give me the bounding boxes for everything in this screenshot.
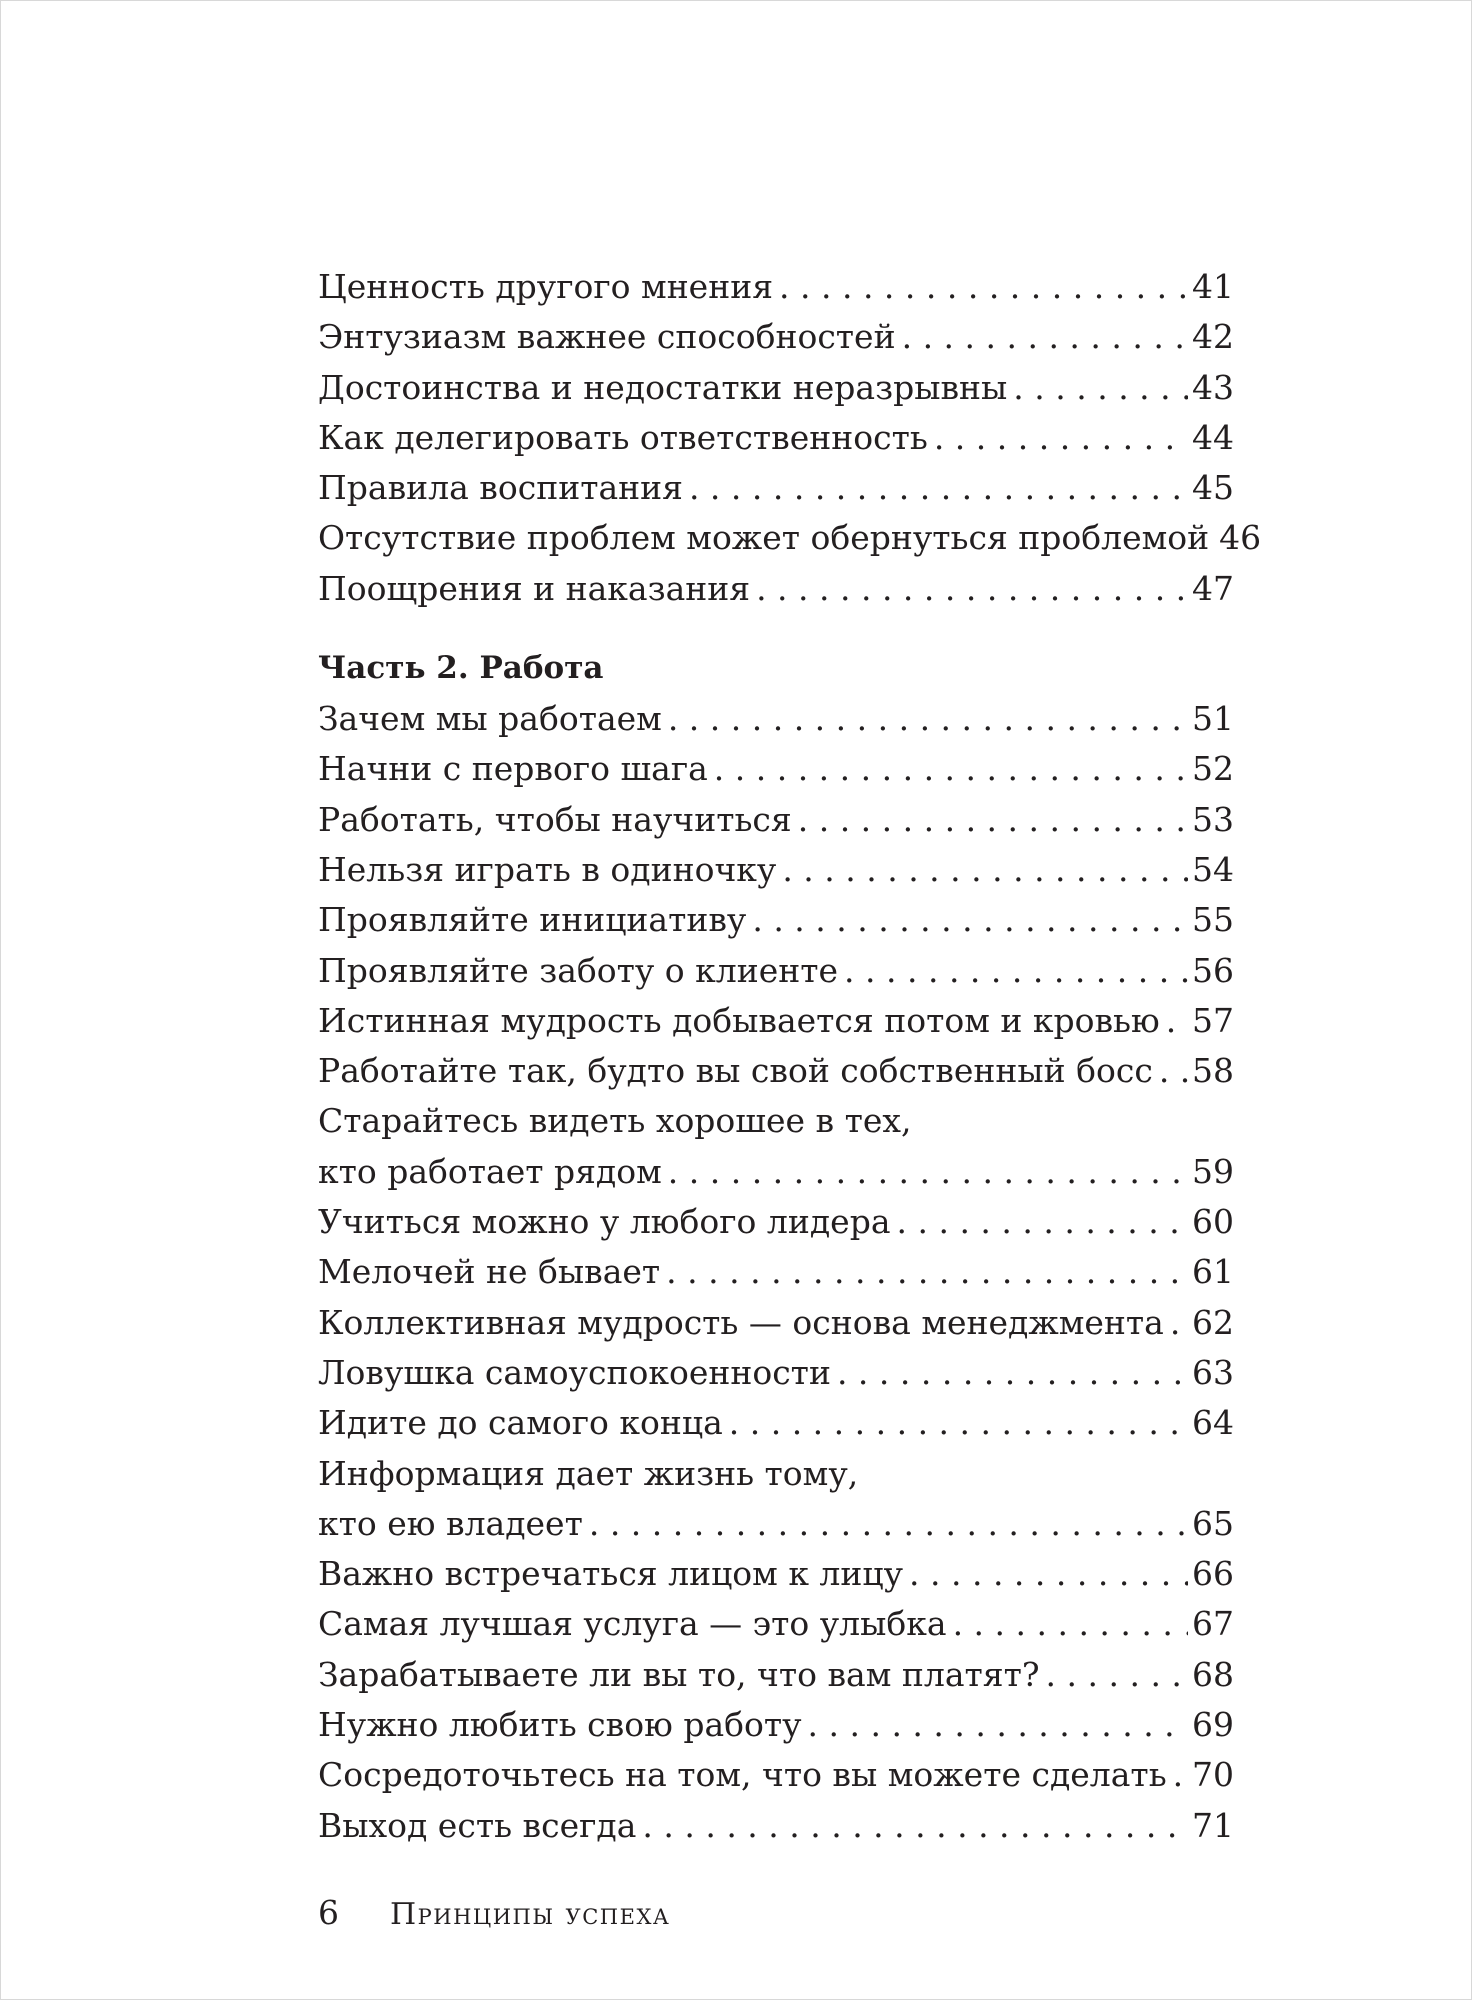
- toc-entry-page: 58: [1192, 1051, 1234, 1091]
- toc-entry-page: 66: [1192, 1554, 1234, 1594]
- toc-entry-page: 54: [1192, 849, 1234, 889]
- toc-entry-page: 55: [1192, 900, 1234, 940]
- dot-leader: [1170, 1298, 1188, 1348]
- toc-entry-page: 70: [1192, 1755, 1234, 1795]
- toc-entry-page: 46: [1219, 518, 1262, 558]
- toc-entry: [318, 694, 1234, 744]
- toc-entry: [318, 1801, 1234, 1851]
- toc-entry-title: Проявляйте заботу о клиенте: [318, 950, 839, 990]
- toc-entry: [318, 262, 1234, 312]
- toc-entry: [318, 413, 1234, 463]
- dot-leader: [808, 1700, 1188, 1750]
- toc-entry-title-wrapped: Информация дает жизнь тому,: [318, 1453, 859, 1493]
- toc-entry: [318, 1499, 1234, 1549]
- toc-entry: [318, 946, 1234, 996]
- toc-entry-page: 60: [1192, 1202, 1234, 1242]
- toc-entry: [318, 895, 1234, 945]
- dot-leader: [756, 564, 1188, 614]
- dot-leader: [642, 1801, 1188, 1851]
- toc-entry: [318, 1147, 1234, 1197]
- dot-leader: [779, 262, 1188, 312]
- toc-entry-title: Мелочей не бывает: [318, 1252, 661, 1292]
- toc-entry-title: Правила воспитания: [318, 468, 683, 508]
- page-number: 6: [318, 1893, 339, 1932]
- toc-entry-page: 57: [1192, 1000, 1234, 1040]
- toc-entry-title: Коллективная мудрость — основа менеджмента: [318, 1302, 1164, 1342]
- dot-leader: [668, 1147, 1188, 1197]
- toc-entry: [318, 1046, 1234, 1096]
- toc-entry-title: Энтузиазм важнее способностей: [318, 317, 896, 357]
- toc-entry-page: 42: [1192, 317, 1234, 357]
- toc-entry-title: кто работает рядом: [318, 1151, 662, 1191]
- toc-entry-title: Ловушка самоуспокоенности: [318, 1352, 831, 1392]
- toc-entry-title-line1: [318, 1449, 1234, 1499]
- toc-entry-title: кто ею владеет: [318, 1503, 583, 1543]
- toc-entry-title: Проявляйте инициативу: [318, 900, 747, 940]
- toc-entry-title: Важно встречаться лицом к лицу: [318, 1554, 904, 1594]
- toc-entry: [318, 1247, 1234, 1297]
- toc-entry-title: Учиться можно у любого лидера: [318, 1202, 891, 1242]
- toc-entry-title: Как делегировать ответственность: [318, 417, 928, 457]
- dot-leader: [953, 1599, 1188, 1649]
- toc-entry-page: 53: [1192, 799, 1234, 839]
- toc-entry: [318, 513, 1262, 563]
- toc-entry-page: 68: [1192, 1654, 1234, 1694]
- dot-leader: [837, 1348, 1188, 1398]
- dot-leader: [1046, 1650, 1188, 1700]
- toc-entry-title-line1: [318, 1096, 1234, 1146]
- dot-leader: [1159, 1046, 1188, 1096]
- toc-entry: [318, 463, 1234, 513]
- toc-entry-title: Ценность другого мнения: [318, 267, 774, 306]
- toc-entry-title: Начни с первого шага: [318, 749, 708, 789]
- dot-leader: [909, 1549, 1188, 1599]
- page-footer: [318, 1893, 670, 1935]
- toc-entry-title: Сосредоточьтесь на том, что вы можете сделать: [318, 1755, 1167, 1795]
- toc-entry-title-wrapped: Старайтесь видеть хорошее в тех,: [318, 1101, 912, 1141]
- toc-entry: [318, 1348, 1234, 1398]
- table-of-contents: [318, 262, 1262, 1851]
- toc-entry-page: 61: [1192, 1252, 1234, 1292]
- toc-entry: [318, 363, 1234, 413]
- toc-entry-page: 52: [1192, 749, 1234, 789]
- dot-leader: [589, 1499, 1188, 1549]
- toc-entry-page: 62: [1192, 1302, 1234, 1342]
- dot-leader: [897, 1197, 1188, 1247]
- toc-entry-page: 69: [1192, 1705, 1234, 1745]
- dot-leader: [689, 463, 1188, 513]
- dot-leader: [729, 1398, 1188, 1448]
- toc-entry: [318, 1750, 1234, 1800]
- toc-entry: [318, 1650, 1234, 1700]
- running-title: Принципы успеха: [390, 1897, 671, 1932]
- toc-entry-title: Поощрения и наказания: [318, 568, 751, 608]
- toc-entry: [318, 1599, 1234, 1649]
- toc-entry-title: Зачем мы работаем: [318, 699, 662, 739]
- toc-entry-page: 56: [1192, 950, 1234, 990]
- toc-entry-title: Нужно любить свою работу: [318, 1705, 802, 1745]
- toc-entry-title: Работать, чтобы научиться: [318, 799, 792, 839]
- toc-entry-title: Выход есть всегда: [318, 1805, 637, 1845]
- toc-entry-title: Истинная мудрость добывается потом и кровью: [318, 1000, 1160, 1040]
- toc-entry: [318, 1700, 1234, 1750]
- toc-entry: [318, 795, 1234, 845]
- toc-entry-page: 67: [1192, 1604, 1234, 1644]
- dot-leader: [714, 744, 1188, 794]
- dot-leader: [668, 694, 1188, 744]
- section-gap: [318, 614, 1234, 642]
- toc-entry-page: 65: [1192, 1503, 1234, 1543]
- section-heading: Часть 2. Работа: [318, 650, 604, 687]
- toc-entry-title: Зарабатываете ли вы то, что вам платят?: [318, 1654, 1040, 1694]
- toc-entry-page: 59: [1192, 1151, 1234, 1191]
- toc-entry: [318, 1197, 1234, 1247]
- toc-entry: [318, 1398, 1234, 1448]
- dot-leader: [902, 312, 1188, 362]
- dot-leader: [752, 895, 1188, 945]
- toc-entry-title: Работайте так, будто вы свой собственный босс: [318, 1051, 1153, 1091]
- toc-entry-page: 45: [1192, 468, 1234, 508]
- dot-leader: [934, 413, 1188, 463]
- toc-entry: [318, 996, 1234, 1046]
- toc-entry-page: 47: [1192, 568, 1234, 608]
- toc-entry-page: 44: [1192, 417, 1234, 457]
- toc-entry-title: Отсутствие проблем может обернуться проблемой: [318, 518, 1210, 558]
- toc-entry-page: 43: [1192, 367, 1234, 407]
- toc-entry: [318, 564, 1234, 614]
- toc-entry: [318, 744, 1234, 794]
- toc-entry-title: Самая лучшая услуга — это улыбка: [318, 1604, 947, 1644]
- toc-entry: [318, 1298, 1234, 1348]
- toc-entry-title: Идите до самого конца: [318, 1403, 723, 1443]
- toc-entry-title: Нельзя играть в одиночку: [318, 849, 777, 889]
- toc-entry: [318, 1549, 1234, 1599]
- toc-entry-page: 71: [1192, 1805, 1234, 1845]
- toc-entry-page: 51: [1192, 699, 1234, 739]
- toc-entry: [318, 845, 1234, 895]
- dot-leader: [798, 795, 1188, 845]
- dot-leader: [666, 1247, 1188, 1297]
- dot-leader: [844, 946, 1188, 996]
- toc-entry: [318, 312, 1234, 362]
- toc-entry-page: 64: [1192, 1403, 1234, 1443]
- dot-leader: [1013, 363, 1188, 413]
- dot-leader: [1166, 996, 1188, 1046]
- toc-entry-page: 41: [1192, 267, 1234, 306]
- dot-leader: [1173, 1750, 1188, 1800]
- dot-leader: [782, 845, 1188, 895]
- toc-entry-page: 63: [1192, 1352, 1234, 1392]
- toc-entry-title: Достоинства и недостатки неразрывны: [318, 367, 1008, 407]
